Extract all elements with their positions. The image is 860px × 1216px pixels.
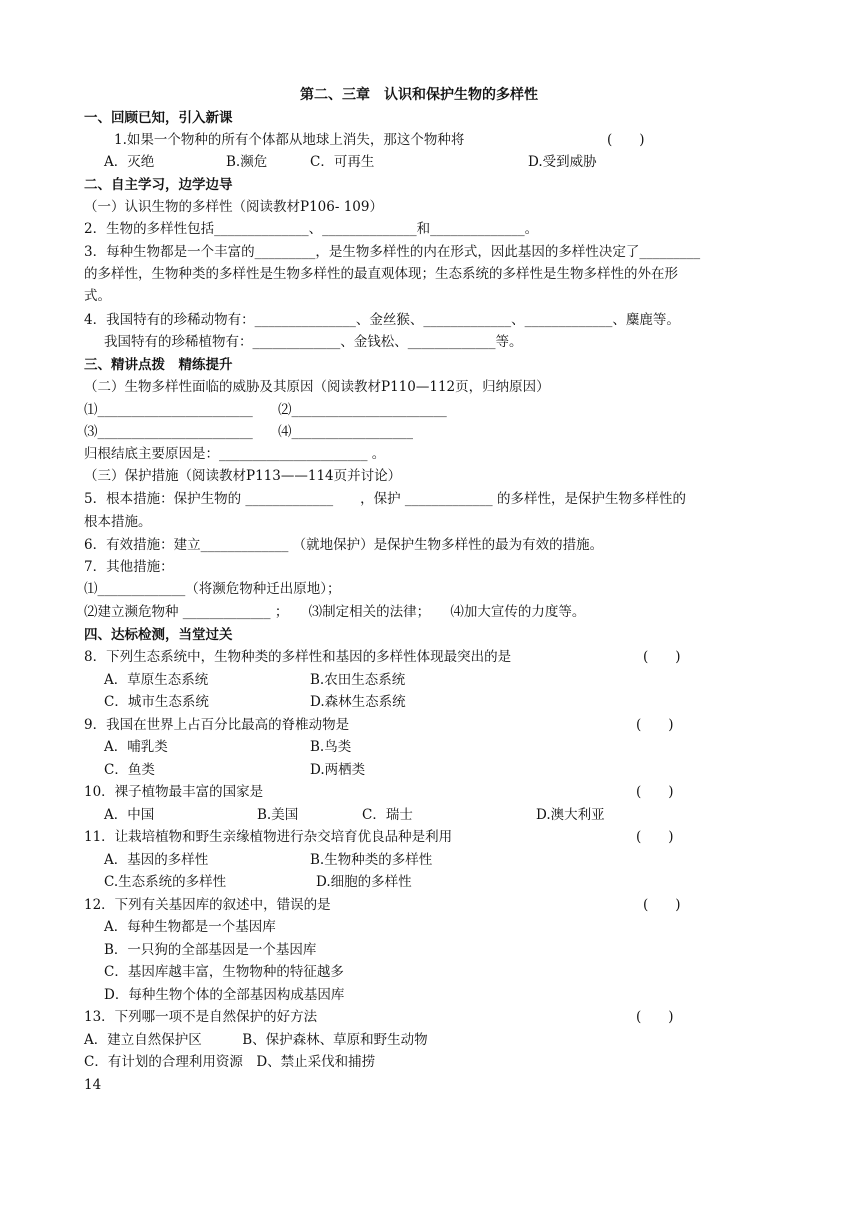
- item-3-line-3: 式。: [84, 288, 111, 304]
- option-d: D.细胞的多样性: [316, 874, 412, 890]
- root-cause: 归根结底主要原因是：______________________ 。: [84, 446, 386, 462]
- answer-bracket: ( ): [636, 829, 674, 845]
- option-c-d: C．有计划的合理利用资源 D、禁止采伐和捕捞: [84, 1054, 376, 1070]
- page-title: 第二、三章 认识和保护生物的多样性: [300, 87, 538, 103]
- reason-4: ⑷__________________: [278, 424, 413, 440]
- question-1: 1.如果一个物种的所有个体都从地球上消失，那这个物种将: [114, 132, 465, 148]
- question-13: 13．下列哪一项不是自然保护的好方法: [84, 1009, 318, 1025]
- item-3-line-1: 3．每种生物都是一个丰富的_________，是生物多样性的内在形式，因此基因的多样性决定了_________: [84, 244, 701, 260]
- option-a: A．草原生态系统: [104, 672, 209, 688]
- option-b: B.鸟类: [310, 739, 352, 755]
- option-b: B.生物种类的多样性: [310, 852, 433, 868]
- option-d: D.两栖类: [310, 762, 366, 778]
- option-b: B.濒危: [226, 154, 268, 170]
- option-c: C．瑞士: [362, 807, 413, 823]
- question-9: 9．我国在世界上占百分比最高的脊椎动物是: [84, 717, 350, 733]
- item-2: 2．生物的多样性包括______________、______________和______________。: [84, 221, 539, 237]
- option-d: D.澳大利亚: [536, 807, 605, 823]
- question-12: 12．下列有关基因库的叙述中，错误的是: [84, 897, 331, 913]
- option-c: C．城市生态系统: [104, 694, 209, 710]
- item-7-measure-2: ⑵建立濒危物种 _____________ ； ⑶制定相关的法律； ⑷加大宣传的力度等。: [84, 604, 586, 620]
- item-5-line-2: 根本措施。: [84, 514, 152, 530]
- item-4-line-2: 我国特有的珍稀植物有：_____________、金钱松、_____________等。: [104, 334, 523, 350]
- item-7-measure-1: ⑴_____________（将濒危物种迁出原地）；: [84, 581, 341, 597]
- page-number: 14: [84, 1077, 102, 1093]
- option-c: C．可再生: [310, 154, 375, 170]
- item-7: 7．其他措施：: [84, 559, 174, 575]
- reason-2: ⑵_______________________: [278, 402, 447, 418]
- section-2-heading: 二、自主学习，边学边导: [84, 177, 233, 193]
- answer-bracket: ( ): [643, 649, 681, 665]
- section-1-heading: 一、回顾已知，引入新课: [84, 110, 233, 126]
- reason-1: ⑴_______________________: [84, 402, 253, 418]
- section-4-heading: 四、达标检测，当堂过关: [84, 627, 233, 643]
- option-a: A．哺乳类: [104, 739, 168, 755]
- option-c: C．基因库越丰富，生物物种的特征越多: [104, 964, 344, 980]
- option-a: A．灭绝: [104, 154, 155, 170]
- option-d: D．每种生物个体的全部基因构成基因库: [104, 987, 345, 1003]
- option-c: C．鱼类: [104, 762, 155, 778]
- option-c: C.生态系统的多样性: [104, 874, 227, 890]
- item-3-line-2: 的多样性，生物种类的多样性是生物多样性的最直观体现；生态系统的多样性是生物多样性的外在形: [84, 266, 678, 282]
- option-a: A．中国: [104, 807, 155, 823]
- question-11: 11．让栽培植物和野生亲缘植物进行杂交培育优良品种是利用: [84, 829, 453, 845]
- answer-bracket: ( ): [636, 717, 674, 733]
- option-d: D.受到威胁: [528, 154, 597, 170]
- answer-bracket: ( ): [636, 1009, 674, 1025]
- option-d: D.森林生态系统: [310, 694, 406, 710]
- option-b: B．一只狗的全部基因是一个基因库: [104, 942, 317, 958]
- subsection-3: （三）保护措施（阅读教材P113——114页并讨论）: [84, 468, 402, 484]
- option-a-b: A．建立自然保护区 B、保护森林、草原和野生动物: [84, 1032, 428, 1048]
- option-a: A．每种生物都是一个基因库: [104, 919, 276, 935]
- item-4-line-1: 4．我国特有的珍稀动物有：_______________、金丝猴、_____________、_____________、麋鹿等。: [84, 312, 680, 328]
- option-b: B.农田生态系统: [310, 672, 406, 688]
- item-6: 6．有效措施：建立_____________ （就地保护）是保护生物多样性的最为有效的措施。: [84, 537, 604, 553]
- option-b: B.美国: [257, 807, 299, 823]
- subsection-2: （二）生物多样性面临的威胁及其原因（阅读教材P110—112页，归纳原因）: [84, 379, 550, 395]
- question-8: 8．下列生态系统中，生物种类的多样性和基因的多样性体现最突出的是: [84, 649, 512, 665]
- answer-bracket: ( ): [636, 784, 674, 800]
- answer-bracket: ( ): [643, 897, 681, 913]
- option-a: A．基因的多样性: [104, 852, 209, 868]
- reason-3: ⑶_______________________: [84, 424, 253, 440]
- question-10: 10．裸子植物最丰富的国家是: [84, 784, 264, 800]
- subsection-1: （一）认识生物的多样性（阅读教材P106- 109）: [84, 199, 383, 215]
- item-5-line-1: 5．根本措施：保护生物的 _____________ ，保护 _____________ 的多样性，是保护生物多样性的: [84, 491, 686, 507]
- section-3-heading: 三、精讲点拨 精练提升: [84, 357, 233, 373]
- answer-bracket: ( ): [607, 132, 645, 148]
